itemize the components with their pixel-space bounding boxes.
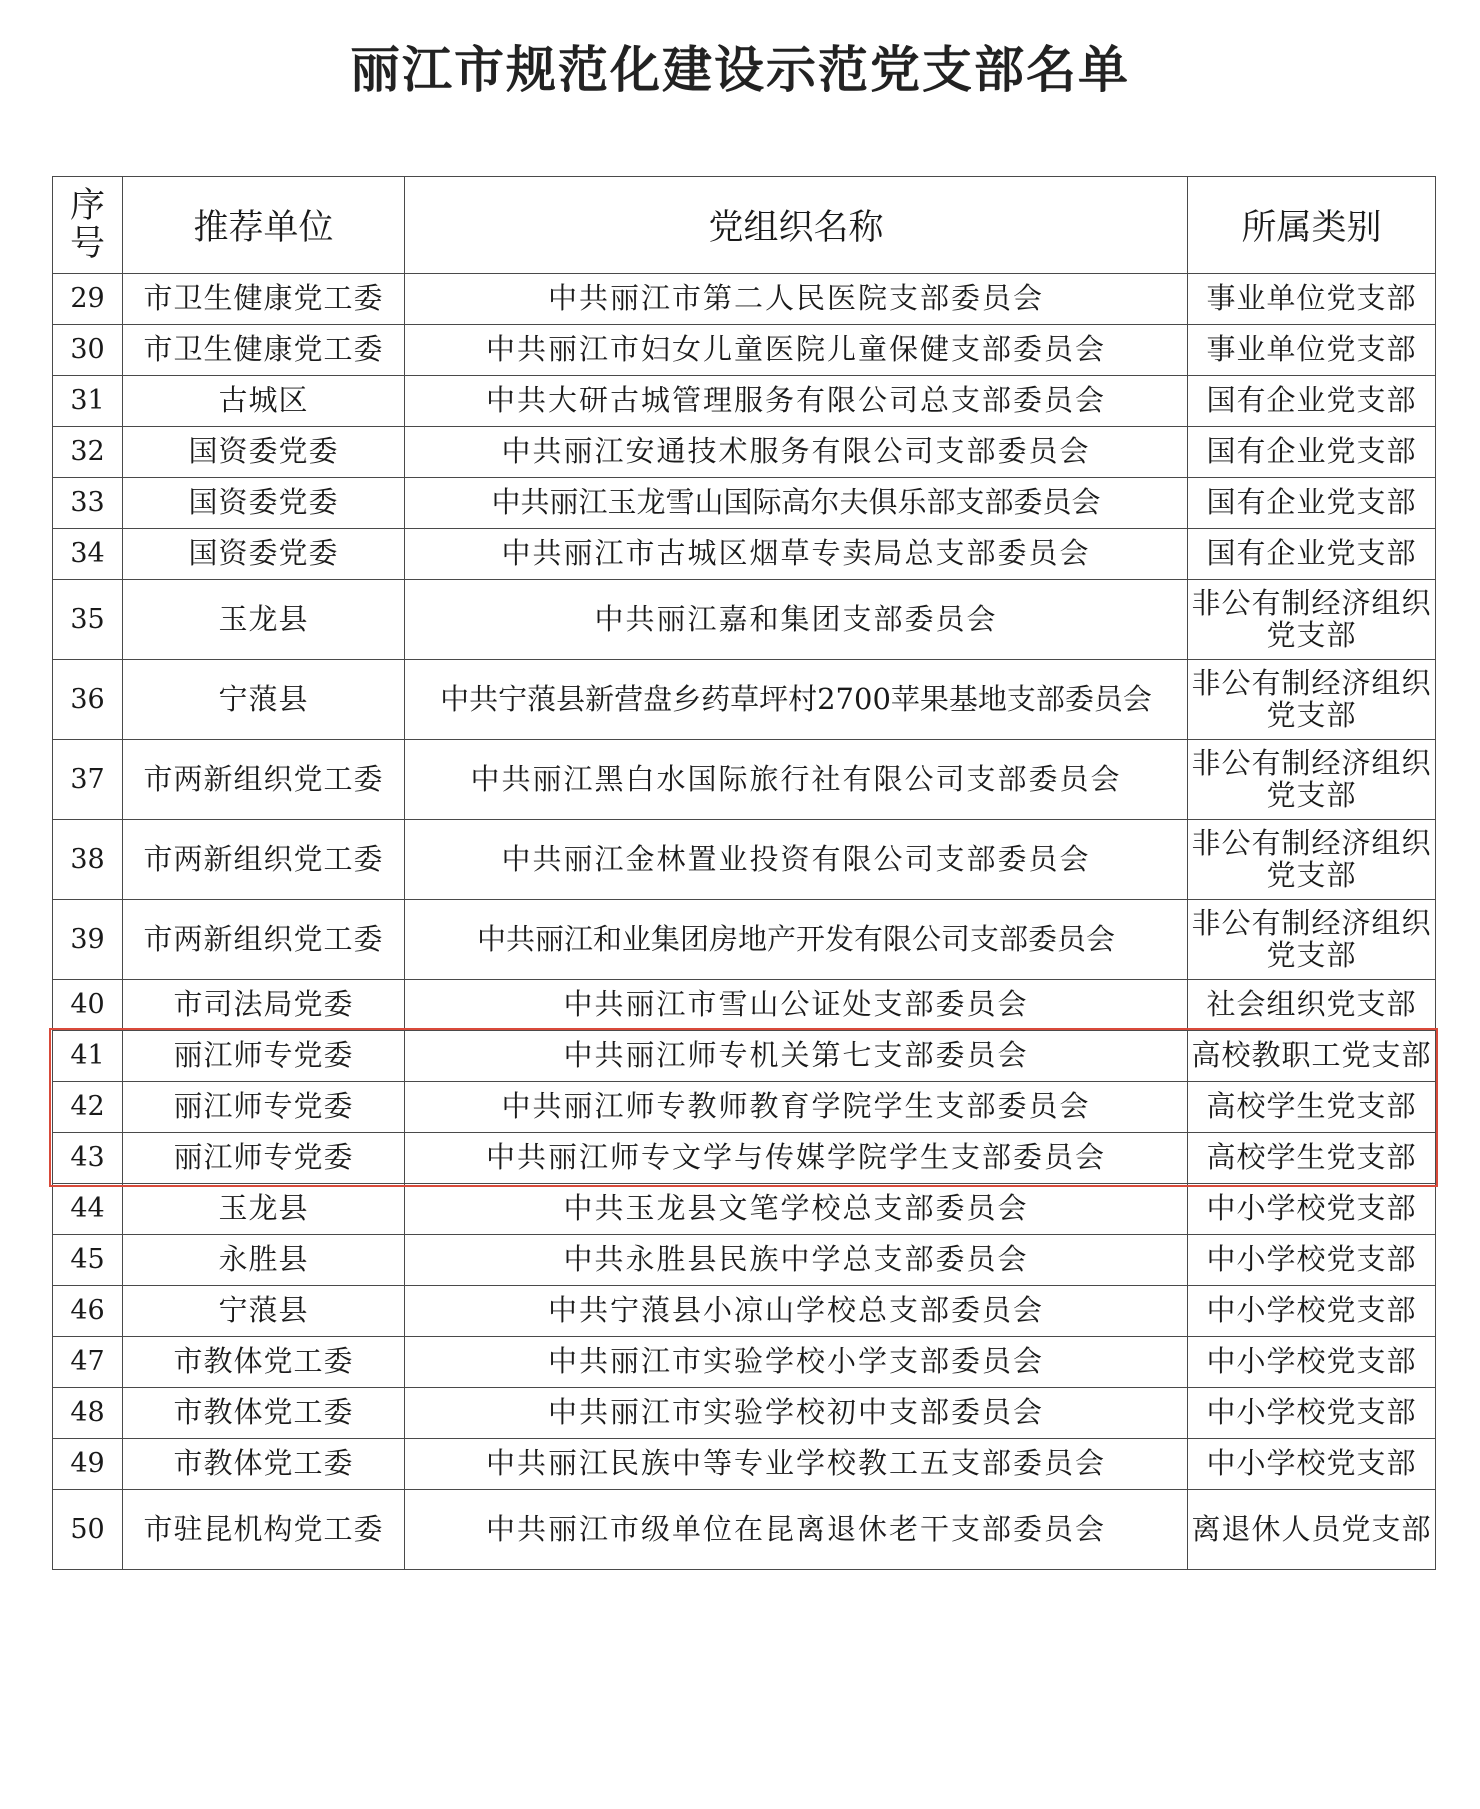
row-unit: 市卫生健康党工委: [123, 274, 405, 325]
row-seq: 32: [53, 427, 123, 478]
row-unit: 市两新组织党工委: [123, 820, 405, 900]
row-org-name: 中共丽江师专文学与传媒学院学生支部委员会: [405, 1133, 1188, 1184]
row-seq: 33: [53, 478, 123, 529]
row-category: 离退休人员党支部: [1188, 1490, 1436, 1570]
row-category: 非公有制经济组织党支部: [1188, 580, 1436, 660]
row-org-name: 中共丽江市级单位在昆离退休老干支部委员会: [405, 1490, 1188, 1570]
row-unit: 丽江师专党委: [123, 1133, 405, 1184]
row-seq: 39: [53, 900, 123, 980]
row-unit: 市教体党工委: [123, 1439, 405, 1490]
row-category: 中小学校党支部: [1188, 1235, 1436, 1286]
row-org-name: 中共宁蒗县新营盘乡药草坪村2700苹果基地支部委员会: [405, 660, 1188, 740]
row-seq: 34: [53, 529, 123, 580]
row-org-name: 中共丽江金林置业投资有限公司支部委员会: [405, 820, 1188, 900]
table-row: [53, 478, 1436, 529]
row-seq: 50: [53, 1490, 123, 1570]
row-seq: 47: [53, 1337, 123, 1388]
row-seq: 43: [53, 1133, 123, 1184]
row-category: 非公有制经济组织党支部: [1188, 740, 1436, 820]
row-category: 事业单位党支部: [1188, 274, 1436, 325]
row-category: 中小学校党支部: [1188, 1337, 1436, 1388]
table-row: [53, 980, 1436, 1031]
row-org-name: 中共丽江师专机关第七支部委员会: [405, 1031, 1188, 1082]
row-unit: 国资委党委: [123, 427, 405, 478]
row-seq: 30: [53, 325, 123, 376]
row-category: 非公有制经济组织党支部: [1188, 820, 1436, 900]
row-category: 中小学校党支部: [1188, 1286, 1436, 1337]
table-row: [53, 1439, 1436, 1490]
row-seq: 49: [53, 1439, 123, 1490]
row-category: 事业单位党支部: [1188, 325, 1436, 376]
row-unit: 玉龙县: [123, 580, 405, 660]
header-category: 所属类别: [1188, 177, 1436, 274]
header-seq: 序号: [53, 177, 123, 274]
table-row: [53, 740, 1436, 820]
row-org-name: 中共丽江市古城区烟草专卖局总支部委员会: [405, 529, 1188, 580]
header-org: 党组织名称: [405, 177, 1188, 274]
row-category: 中小学校党支部: [1188, 1388, 1436, 1439]
row-category: 非公有制经济组织党支部: [1188, 660, 1436, 740]
row-org-name: 中共玉龙县文笔学校总支部委员会: [405, 1184, 1188, 1235]
row-unit: 丽江师专党委: [123, 1082, 405, 1133]
row-unit: 市两新组织党工委: [123, 900, 405, 980]
row-category: 社会组织党支部: [1188, 980, 1436, 1031]
row-seq: 38: [53, 820, 123, 900]
row-seq: 35: [53, 580, 123, 660]
row-seq: 29: [53, 274, 123, 325]
table-row: [53, 529, 1436, 580]
row-org-name: 中共大研古城管理服务有限公司总支部委员会: [405, 376, 1188, 427]
table-row: [53, 1286, 1436, 1337]
row-unit: 市司法局党委: [123, 980, 405, 1031]
table-row: [53, 580, 1436, 660]
branch-list-table: [52, 176, 1436, 1570]
row-org-name: 中共丽江嘉和集团支部委员会: [405, 580, 1188, 660]
row-category: 国有企业党支部: [1188, 478, 1436, 529]
table-row: [53, 1184, 1436, 1235]
table-row: [53, 1490, 1436, 1570]
row-unit: 市驻昆机构党工委: [123, 1490, 405, 1570]
row-org-name: 中共丽江市实验学校小学支部委员会: [405, 1337, 1188, 1388]
table-row-highlighted: [53, 1031, 1436, 1082]
row-category: 中小学校党支部: [1188, 1184, 1436, 1235]
table-row: [53, 427, 1436, 478]
row-org-name: 中共丽江和业集团房地产开发有限公司支部委员会: [405, 900, 1188, 980]
row-seq: 36: [53, 660, 123, 740]
row-unit: 宁蒗县: [123, 1286, 405, 1337]
row-org-name: 中共丽江师专教师教育学院学生支部委员会: [405, 1082, 1188, 1133]
row-category: 国有企业党支部: [1188, 427, 1436, 478]
row-unit: 市教体党工委: [123, 1388, 405, 1439]
row-unit: 市卫生健康党工委: [123, 325, 405, 376]
row-category: 国有企业党支部: [1188, 376, 1436, 427]
row-unit: 国资委党委: [123, 529, 405, 580]
row-category: 高校学生党支部: [1188, 1082, 1436, 1133]
row-unit: 玉龙县: [123, 1184, 405, 1235]
row-category: 非公有制经济组织党支部: [1188, 900, 1436, 980]
table-row: [53, 274, 1436, 325]
row-org-name: 中共丽江民族中等专业学校教工五支部委员会: [405, 1439, 1188, 1490]
row-unit: 市教体党工委: [123, 1337, 405, 1388]
row-seq: 48: [53, 1388, 123, 1439]
row-org-name: 中共丽江安通技术服务有限公司支部委员会: [405, 427, 1188, 478]
header-unit: 推荐单位: [123, 177, 405, 274]
row-category: 高校学生党支部: [1188, 1133, 1436, 1184]
document-title: 丽江市规范化建设示范党支部名单: [350, 41, 1130, 99]
row-unit: 市两新组织党工委: [123, 740, 405, 820]
row-seq: 41: [53, 1031, 123, 1082]
row-unit: 丽江师专党委: [123, 1031, 405, 1082]
row-org-name: 中共丽江市妇女儿童医院儿童保健支部委员会: [405, 325, 1188, 376]
row-seq: 31: [53, 376, 123, 427]
row-org-name: 中共丽江市第二人民医院支部委员会: [405, 274, 1188, 325]
row-unit: 宁蒗县: [123, 660, 405, 740]
row-seq: 42: [53, 1082, 123, 1133]
table-row: [53, 1337, 1436, 1388]
row-seq: 46: [53, 1286, 123, 1337]
row-category: 高校教职工党支部: [1188, 1031, 1436, 1082]
table-row: [53, 325, 1436, 376]
row-org-name: 中共丽江市实验学校初中支部委员会: [405, 1388, 1188, 1439]
table-row: [53, 900, 1436, 980]
row-seq: 45: [53, 1235, 123, 1286]
row-org-name: 中共丽江黑白水国际旅行社有限公司支部委员会: [405, 740, 1188, 820]
table-row-highlighted: [53, 1133, 1436, 1184]
table-header-row: [53, 177, 1436, 274]
table-row: [53, 1235, 1436, 1286]
row-category: 中小学校党支部: [1188, 1439, 1436, 1490]
row-unit: 国资委党委: [123, 478, 405, 529]
row-category: 国有企业党支部: [1188, 529, 1436, 580]
row-org-name: 中共丽江市雪山公证处支部委员会: [405, 980, 1188, 1031]
table-row: [53, 820, 1436, 900]
table-body: [53, 274, 1436, 1570]
row-unit: 永胜县: [123, 1235, 405, 1286]
row-org-name: 中共丽江玉龙雪山国际高尔夫俱乐部支部委员会: [405, 478, 1188, 529]
table-row: [53, 1388, 1436, 1439]
row-org-name: 中共永胜县民族中学总支部委员会: [405, 1235, 1188, 1286]
row-unit: 古城区: [123, 376, 405, 427]
row-seq: 40: [53, 980, 123, 1031]
row-seq: 44: [53, 1184, 123, 1235]
table-row: [53, 660, 1436, 740]
row-seq: 37: [53, 740, 123, 820]
table-row: [53, 376, 1436, 427]
row-org-name: 中共宁蒗县小凉山学校总支部委员会: [405, 1286, 1188, 1337]
table-row-highlighted: [53, 1082, 1436, 1133]
